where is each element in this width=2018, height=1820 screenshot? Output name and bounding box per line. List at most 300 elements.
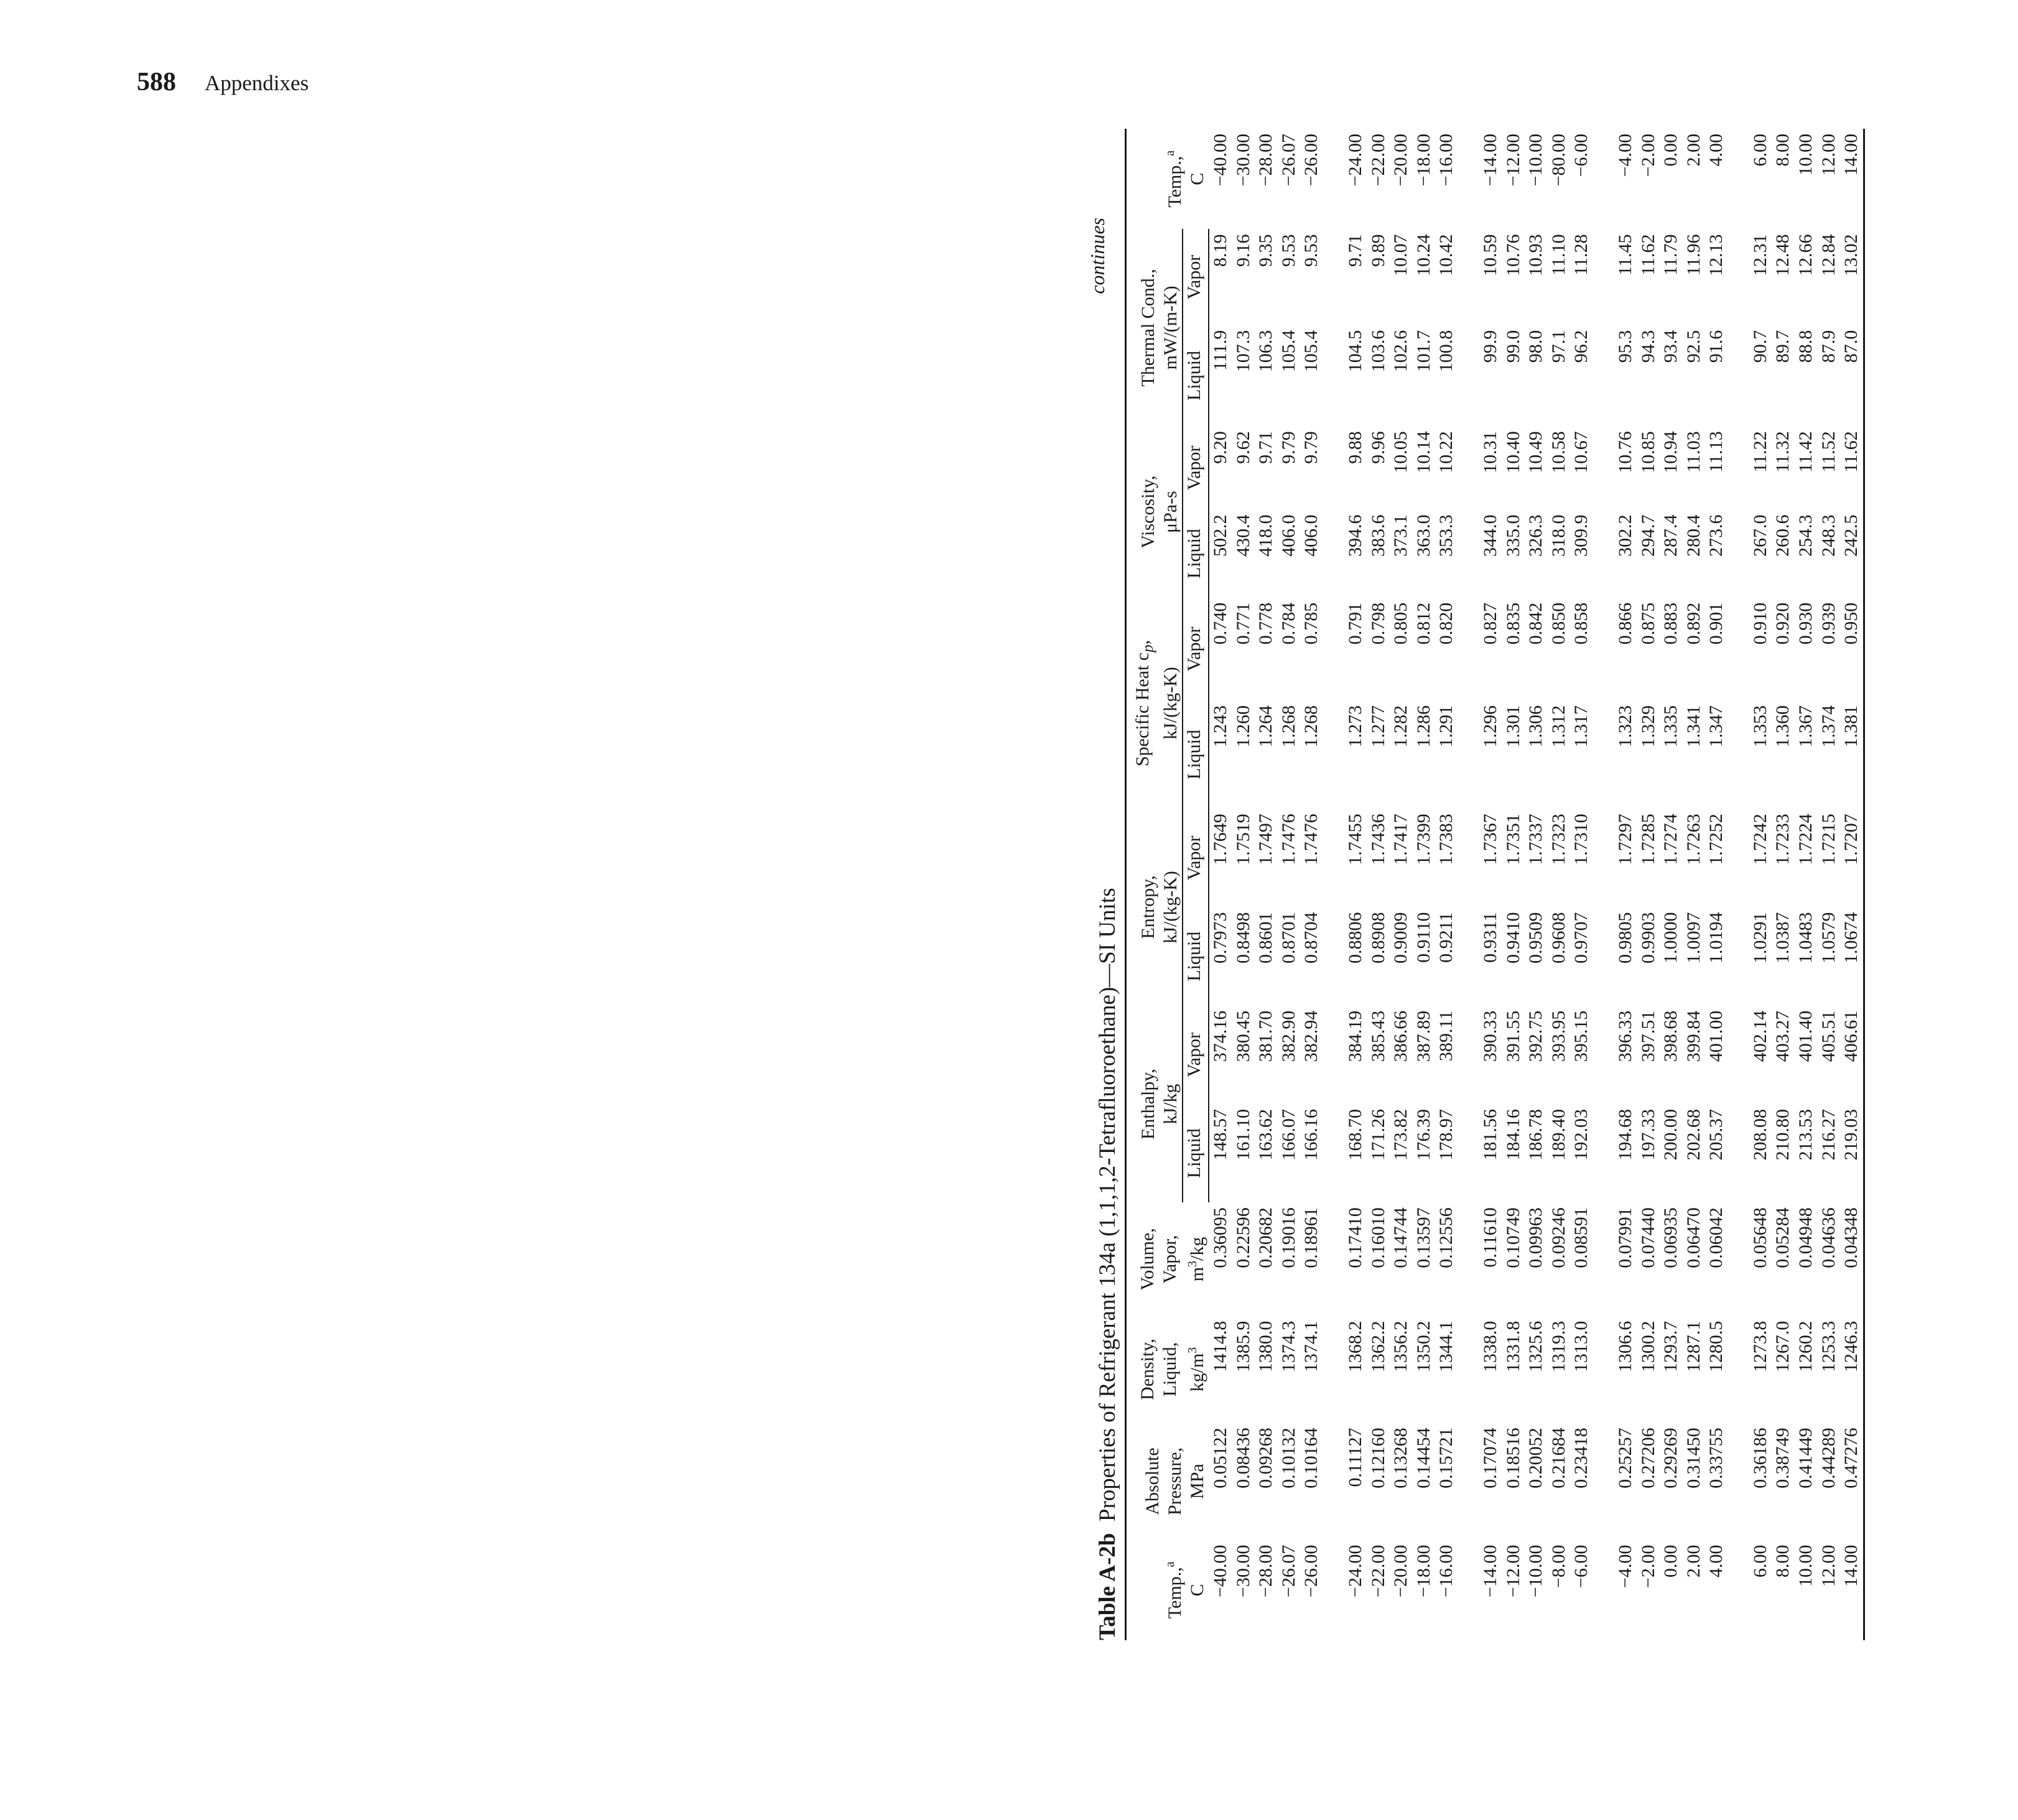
cell-pressure: 0.17074 — [1479, 1428, 1500, 1488]
table-body — [1209, 129, 1864, 1640]
cell-volume: 0.12556 — [1436, 1207, 1457, 1268]
cell-viscosity-vapor: 10.40 — [1502, 431, 1523, 473]
table-row — [1548, 129, 1571, 1640]
table-row — [1390, 129, 1413, 1640]
header-enthalpy-line1: Enthalpy, — [1138, 1069, 1158, 1140]
cell-enthalpy-vapor: 392.75 — [1525, 1010, 1546, 1062]
cell-cp-vapor: 0.892 — [1683, 602, 1704, 645]
cell-cp-vapor: 0.901 — [1706, 602, 1727, 645]
header-density-line1: Density, — [1137, 1339, 1158, 1400]
cell-entropy-vapor: 1.7310 — [1571, 814, 1592, 865]
cell-temp: −28.00 — [1255, 1544, 1276, 1598]
cell-pressure: 0.13268 — [1390, 1428, 1411, 1488]
cell-enthalpy-vapor: 402.14 — [1749, 1010, 1770, 1062]
header-density-exponent: 3 — [1186, 1347, 1199, 1353]
cell-enthalpy-vapor: 384.19 — [1344, 1010, 1365, 1062]
cell-cp-liquid: 1.323 — [1614, 705, 1635, 748]
cell-temp: −2.00 — [1637, 1544, 1658, 1589]
cell-viscosity-vapor: 10.22 — [1436, 431, 1457, 473]
cell-cp-vapor: 0.778 — [1255, 602, 1276, 645]
cell-viscosity-vapor: 10.14 — [1413, 431, 1434, 473]
cell-cp-liquid: 1.273 — [1344, 705, 1365, 748]
cell-enthalpy-liquid: 148.57 — [1210, 1109, 1230, 1161]
cell-temp: −40.00 — [1209, 1544, 1230, 1598]
header-cp-comma: , — [1132, 639, 1153, 645]
cell-density: 1313.0 — [1571, 1321, 1592, 1373]
cell-pressure: 0.05122 — [1209, 1428, 1230, 1488]
cell-volume: 0.09246 — [1548, 1207, 1569, 1268]
cell-volume: 0.05648 — [1749, 1207, 1770, 1268]
cell-enthalpy-liquid: 176.39 — [1413, 1109, 1434, 1161]
cell-viscosity-vapor: 9.71 — [1255, 431, 1276, 464]
cell-entropy-vapor: 1.7207 — [1840, 809, 1864, 907]
cell-temp: −16.00 — [1436, 1544, 1457, 1598]
cell-cp-liquid: 1.367 — [1795, 705, 1816, 748]
cell-volume: 0.17410 — [1344, 1207, 1365, 1268]
cell-viscosity-liquid: 363.0 — [1413, 514, 1434, 557]
cell-enthalpy-liquid: 168.70 — [1344, 1109, 1365, 1161]
cell-enthalpy-vapor: 374.16 — [1210, 1010, 1230, 1062]
header-entropy-vapor: Vapor — [1183, 809, 1209, 907]
cell-density: 1374.1 — [1301, 1321, 1322, 1373]
cell-viscosity-vapor: 9.79 — [1301, 431, 1322, 464]
cell-temp-right: −10.00 — [1525, 134, 1546, 187]
cell-entropy-vapor: 1.7323 — [1548, 814, 1569, 865]
cell-conductivity-liquid: 101.7 — [1413, 330, 1434, 373]
cell-entropy-vapor: 1.7383 — [1436, 814, 1457, 865]
cell-temp-right: −26.00 — [1301, 134, 1322, 187]
cell-temp: −24.00 — [1344, 1544, 1365, 1598]
cell-entropy-vapor: 1.7436 — [1367, 814, 1388, 865]
cell-cp-vapor: 0.939 — [1818, 602, 1839, 645]
cell-viscosity-liquid: 242.5 — [1840, 509, 1864, 597]
cell-entropy-liquid: 1.0291 — [1749, 912, 1770, 963]
cell-density: 1246.3 — [1840, 1316, 1864, 1423]
cell-cp-liquid: 1.360 — [1772, 705, 1793, 748]
cell-enthalpy-vapor: 401.40 — [1795, 1010, 1816, 1062]
cell-conductivity-vapor: 11.62 — [1637, 234, 1658, 276]
cell-enthalpy-vapor: 406.61 — [1840, 1006, 1864, 1104]
header-viscosity-unit: μPa-s — [1160, 491, 1181, 533]
cell-viscosity-vapor: 11.32 — [1772, 431, 1793, 473]
cell-volume: 0.05284 — [1772, 1207, 1793, 1268]
cell-enthalpy-vapor: 391.55 — [1502, 1010, 1523, 1062]
cell-temp-right: −2.00 — [1637, 134, 1658, 177]
header-pressure-line1: Absolute — [1142, 1447, 1163, 1515]
cell-conductivity-vapor: 9.53 — [1301, 234, 1322, 267]
table-row — [1840, 129, 1864, 1640]
cell-conductivity-liquid: 87.9 — [1818, 330, 1839, 363]
cell-viscosity-vapor: 11.03 — [1683, 431, 1704, 473]
header-entropy — [1126, 809, 1183, 1006]
cell-density: 1273.8 — [1749, 1321, 1770, 1373]
cell-temp: −30.00 — [1232, 1544, 1253, 1598]
cell-enthalpy-vapor: 380.45 — [1232, 1010, 1253, 1062]
cell-pressure: 0.23418 — [1571, 1428, 1592, 1488]
cell-pressure: 0.29269 — [1660, 1428, 1681, 1488]
page-number: 588 — [137, 68, 176, 96]
cell-entropy-vapor: 1.7455 — [1344, 814, 1365, 865]
cell-pressure: 0.12160 — [1367, 1428, 1388, 1488]
cell-enthalpy-vapor: 399.84 — [1683, 1010, 1704, 1062]
table-row — [1300, 129, 1323, 1640]
cell-viscosity-vapor: 9.79 — [1278, 431, 1299, 464]
cell-viscosity-liquid: 267.0 — [1749, 514, 1770, 557]
header-density — [1126, 1316, 1209, 1423]
cell-enthalpy-liquid: 181.56 — [1479, 1109, 1500, 1161]
cell-enthalpy-liquid: 163.62 — [1255, 1109, 1276, 1161]
cell-enthalpy-vapor: 382.90 — [1278, 1010, 1299, 1062]
header-entropy-unit: kJ/(kg-K) — [1160, 871, 1181, 944]
cell-enthalpy-vapor: 396.33 — [1614, 1010, 1635, 1062]
cell-volume: 0.09963 — [1525, 1207, 1546, 1268]
cell-temp: 0.00 — [1660, 1544, 1681, 1578]
cell-entropy-liquid: 0.9009 — [1390, 912, 1411, 963]
cell-entropy-vapor: 1.7417 — [1390, 814, 1411, 865]
cell-entropy-vapor: 1.7367 — [1479, 814, 1500, 865]
cell-cp-liquid: 1.381 — [1840, 700, 1864, 809]
cell-viscosity-liquid: 406.0 — [1301, 514, 1322, 557]
cell-temp-right: −26.07 — [1278, 134, 1299, 187]
cell-density: 1287.1 — [1683, 1321, 1704, 1373]
cell-temp: 2.00 — [1683, 1544, 1704, 1578]
cell-conductivity-liquid: 90.7 — [1749, 330, 1770, 363]
header-pressure-line2: Pressure, — [1165, 1447, 1185, 1516]
table-row — [1637, 129, 1660, 1640]
cell-cp-vapor: 0.827 — [1479, 602, 1500, 645]
cell-volume: 0.11610 — [1479, 1207, 1500, 1268]
cell-entropy-liquid: 0.9805 — [1614, 912, 1635, 963]
cell-density: 1374.3 — [1278, 1321, 1299, 1373]
cell-enthalpy-vapor: 385.43 — [1367, 1010, 1388, 1062]
cell-conductivity-vapor: 10.24 — [1413, 234, 1434, 276]
cell-temp: 12.00 — [1818, 1544, 1839, 1587]
cell-entropy-vapor: 1.7242 — [1749, 814, 1770, 865]
header-pressure — [1126, 1423, 1209, 1539]
header-volume-line2: Vapor, — [1160, 1235, 1180, 1284]
cell-cp-vapor: 0.920 — [1772, 602, 1793, 645]
table-row — [1728, 129, 1772, 1640]
cell-conductivity-vapor: 9.53 — [1278, 234, 1299, 267]
cell-temp-right: 4.00 — [1706, 134, 1727, 167]
cell-cp-liquid: 1.268 — [1301, 705, 1322, 748]
cell-enthalpy-liquid: 189.40 — [1548, 1109, 1569, 1161]
header-cp-line1: Specific Heat c — [1132, 652, 1153, 767]
cell-viscosity-vapor: 11.42 — [1795, 431, 1816, 473]
cell-enthalpy-liquid: 219.03 — [1840, 1104, 1864, 1202]
cell-enthalpy-vapor: 390.33 — [1479, 1010, 1500, 1062]
header-viscosity — [1126, 426, 1183, 598]
cell-volume: 0.08591 — [1571, 1207, 1592, 1268]
cell-cp-vapor: 0.798 — [1367, 602, 1388, 645]
cell-conductivity-liquid: 92.5 — [1683, 330, 1704, 363]
cell-cp-vapor: 0.805 — [1390, 602, 1411, 645]
cell-conductivity-liquid: 91.6 — [1706, 330, 1727, 363]
cell-viscosity-liquid: 254.3 — [1795, 514, 1816, 557]
cell-entropy-liquid: 0.8806 — [1344, 912, 1365, 963]
cell-cp-liquid: 1.317 — [1571, 705, 1592, 748]
cell-cp-vapor: 0.791 — [1344, 602, 1365, 645]
cell-conductivity-liquid: 105.4 — [1301, 330, 1322, 373]
cell-volume: 0.06470 — [1683, 1207, 1704, 1268]
cell-pressure: 0.31450 — [1683, 1428, 1704, 1488]
cell-entropy-vapor: 1.7497 — [1255, 814, 1276, 865]
cell-temp: −6.00 — [1571, 1544, 1592, 1589]
cell-cp-liquid: 1.277 — [1367, 705, 1388, 748]
cell-viscosity-liquid: 326.3 — [1525, 514, 1546, 557]
cell-temp-right: 12.00 — [1818, 134, 1839, 176]
header-volume-unit: m — [1187, 1266, 1207, 1282]
cell-cp-vapor: 0.835 — [1502, 602, 1523, 645]
cell-conductivity-vapor: 11.45 — [1614, 234, 1635, 276]
header-density-line2: Liquid, — [1160, 1342, 1180, 1397]
cell-entropy-vapor: 1.7252 — [1706, 814, 1727, 865]
cell-conductivity-vapor: 11.10 — [1548, 234, 1569, 276]
cell-temp-right: −24.00 — [1344, 134, 1365, 187]
r134a-properties-table — [1125, 129, 1865, 1640]
header-temp-right — [1126, 129, 1209, 229]
cell-enthalpy-vapor: 393.95 — [1548, 1010, 1569, 1062]
cell-enthalpy-vapor: 381.70 — [1255, 1010, 1276, 1062]
table-row — [1795, 129, 1818, 1640]
header-thermal-conductivity — [1126, 229, 1183, 426]
cell-enthalpy-liquid: 210.80 — [1772, 1109, 1793, 1161]
cell-conductivity-liquid: 96.2 — [1571, 330, 1592, 363]
cell-pressure: 0.38749 — [1772, 1428, 1793, 1488]
header-entropy-liquid: Liquid — [1183, 907, 1209, 1005]
cell-density: 1338.0 — [1479, 1321, 1500, 1373]
cell-entropy-liquid: 0.9707 — [1571, 912, 1592, 963]
cell-volume: 0.14744 — [1390, 1207, 1411, 1268]
cell-conductivity-vapor: 11.79 — [1660, 234, 1681, 276]
cell-pressure: 0.27206 — [1637, 1428, 1658, 1488]
cell-entropy-liquid: 1.0000 — [1660, 912, 1681, 963]
cell-conductivity-vapor: 9.71 — [1344, 234, 1365, 267]
cell-temp-right: −20.00 — [1390, 134, 1411, 187]
cell-viscosity-liquid: 344.0 — [1479, 514, 1500, 557]
header-conductivity-line1: Thermal Cond., — [1138, 269, 1158, 387]
cell-entropy-vapor: 1.7351 — [1502, 814, 1523, 865]
cell-conductivity-liquid: 104.5 — [1344, 330, 1365, 373]
cell-conductivity-vapor: 11.28 — [1571, 234, 1592, 276]
cell-enthalpy-vapor: 387.89 — [1413, 1010, 1434, 1062]
cell-viscosity-liquid: 502.2 — [1210, 514, 1230, 557]
cell-conductivity-vapor: 12.66 — [1795, 234, 1816, 276]
cell-entropy-vapor: 1.7337 — [1525, 814, 1546, 865]
cell-cp-liquid: 1.329 — [1637, 705, 1658, 748]
cell-density: 1280.5 — [1706, 1321, 1727, 1373]
table-row — [1570, 129, 1593, 1640]
table-row — [1818, 129, 1841, 1640]
cell-pressure: 0.09268 — [1255, 1428, 1276, 1488]
cell-enthalpy-liquid: 205.37 — [1706, 1109, 1727, 1161]
cell-viscosity-liquid: 353.3 — [1436, 514, 1457, 557]
cell-viscosity-liquid: 287.4 — [1660, 514, 1681, 557]
table-row — [1525, 129, 1548, 1640]
table-row — [1323, 129, 1367, 1640]
cell-enthalpy-vapor: 395.15 — [1571, 1010, 1592, 1062]
cell-cp-liquid: 1.243 — [1210, 705, 1230, 748]
cell-viscosity-vapor: 9.20 — [1210, 431, 1230, 464]
cell-temp: 10.00 — [1795, 1544, 1816, 1587]
cell-pressure: 0.33755 — [1706, 1428, 1727, 1488]
page-header — [137, 67, 309, 97]
cell-temp-right: −12.00 — [1502, 134, 1523, 187]
cell-viscosity-vapor: 10.85 — [1637, 431, 1658, 473]
cell-temp: −26.00 — [1301, 1544, 1322, 1598]
cell-enthalpy-liquid: 192.03 — [1571, 1109, 1592, 1161]
header-viscosity-vapor: Vapor — [1183, 426, 1209, 509]
cell-enthalpy-vapor: 403.27 — [1772, 1010, 1793, 1062]
continues-note: continues — [1086, 218, 1109, 294]
cell-conductivity-liquid: 94.3 — [1637, 330, 1658, 363]
table-row — [1705, 129, 1728, 1640]
cell-entropy-liquid: 0.9211 — [1436, 912, 1457, 963]
cell-conductivity-liquid: 97.1 — [1548, 330, 1569, 363]
cell-cp-vapor: 0.771 — [1232, 602, 1253, 645]
cell-cp-liquid: 1.296 — [1479, 705, 1500, 748]
cell-cp-vapor: 0.930 — [1795, 602, 1816, 645]
cell-enthalpy-liquid: 200.00 — [1660, 1109, 1681, 1161]
cell-enthalpy-liquid: 184.16 — [1502, 1109, 1523, 1161]
header-cp-vapor: Vapor — [1183, 598, 1209, 700]
cell-temp-right: 8.00 — [1772, 134, 1793, 167]
cell-viscosity-liquid: 260.6 — [1772, 514, 1793, 557]
table-row — [1683, 129, 1706, 1640]
header-temp-right-footnote: a — [1163, 150, 1177, 156]
header-temp-unit: C — [1187, 1584, 1207, 1597]
header-conductivity-vapor: Vapor — [1183, 229, 1209, 325]
cell-pressure: 0.21684 — [1548, 1428, 1569, 1488]
cell-cp-vapor: 0.842 — [1525, 602, 1546, 645]
table-row — [1367, 129, 1390, 1640]
cell-conductivity-vapor: 9.16 — [1232, 234, 1253, 267]
cell-temp: −12.00 — [1502, 1544, 1523, 1598]
cell-enthalpy-liquid: 197.33 — [1637, 1109, 1658, 1161]
cell-temp-right: −28.00 — [1255, 134, 1276, 187]
cell-cp-liquid: 1.353 — [1749, 705, 1770, 748]
cell-entropy-vapor: 1.7215 — [1818, 814, 1839, 865]
cell-entropy-vapor: 1.7649 — [1210, 814, 1230, 865]
cell-entropy-liquid: 0.9509 — [1525, 912, 1546, 963]
cell-conductivity-liquid: 103.6 — [1367, 330, 1388, 373]
cell-cp-vapor: 0.866 — [1614, 602, 1635, 645]
header-temp-label: Temp., — [1165, 1567, 1185, 1619]
cell-enthalpy-liquid: 194.68 — [1614, 1109, 1635, 1161]
cell-entropy-liquid: 1.0579 — [1818, 912, 1839, 963]
cell-volume: 0.04948 — [1795, 1207, 1816, 1268]
header-cp-subscript: p — [1140, 644, 1156, 652]
cell-viscosity-liquid: 383.6 — [1367, 514, 1388, 557]
cell-density: 1414.8 — [1209, 1321, 1230, 1373]
cell-conductivity-vapor: 9.89 — [1367, 234, 1388, 267]
header-cp-unit: kJ/(kg-K) — [1160, 667, 1181, 740]
cell-temp-right: −40.00 — [1209, 134, 1230, 187]
table-label: Table A-2b — [1095, 1533, 1120, 1640]
cell-cp-vapor: 0.875 — [1637, 602, 1658, 645]
cell-conductivity-liquid: 100.8 — [1436, 330, 1457, 373]
cell-volume: 0.07991 — [1614, 1207, 1635, 1268]
header-volume-unit-tail: /kg — [1187, 1237, 1207, 1261]
cell-cp-vapor: 0.784 — [1278, 602, 1299, 645]
cell-conductivity-liquid: 102.6 — [1390, 330, 1411, 373]
cell-pressure: 0.20052 — [1525, 1428, 1546, 1488]
cell-viscosity-vapor: 10.76 — [1614, 431, 1635, 473]
cell-enthalpy-liquid: 213.53 — [1795, 1109, 1816, 1161]
cell-conductivity-liquid: 89.7 — [1772, 330, 1793, 363]
cell-density: 1385.9 — [1232, 1321, 1253, 1373]
cell-pressure: 0.15721 — [1436, 1428, 1457, 1488]
cell-density: 1300.2 — [1637, 1321, 1658, 1373]
cell-temp: −10.00 — [1525, 1544, 1546, 1598]
cell-enthalpy-liquid: 202.68 — [1683, 1109, 1704, 1161]
cell-conductivity-liquid: 87.0 — [1840, 325, 1864, 427]
cell-density: 1319.3 — [1548, 1321, 1569, 1373]
cell-entropy-liquid: 1.0674 — [1840, 907, 1864, 1005]
table-row — [1435, 129, 1458, 1640]
cell-conductivity-liquid: 99.0 — [1502, 330, 1523, 363]
cell-viscosity-liquid: 309.9 — [1571, 514, 1592, 557]
table-title — [1091, 129, 1125, 1640]
cell-temp-right: −22.00 — [1367, 134, 1388, 187]
cell-entropy-vapor: 1.7476 — [1301, 814, 1322, 865]
cell-temp-right: −14.00 — [1479, 134, 1500, 187]
cell-conductivity-vapor: 10.07 — [1390, 234, 1411, 276]
table-row — [1458, 129, 1502, 1640]
cell-conductivity-liquid: 107.3 — [1232, 330, 1253, 373]
cell-volume: 0.19016 — [1278, 1207, 1299, 1268]
cell-enthalpy-vapor: 405.51 — [1818, 1010, 1839, 1062]
cell-conductivity-vapor: 12.13 — [1706, 234, 1727, 276]
cell-volume: 0.36095 — [1209, 1207, 1230, 1268]
cell-entropy-vapor: 1.7476 — [1278, 814, 1299, 865]
cell-temp: 14.00 — [1840, 1540, 1864, 1640]
cell-conductivity-vapor: 8.19 — [1210, 234, 1230, 267]
cell-viscosity-liquid: 430.4 — [1232, 514, 1253, 557]
cell-density: 1380.0 — [1255, 1321, 1276, 1373]
cell-enthalpy-liquid: 178.97 — [1436, 1109, 1457, 1161]
rotated-table-container — [1091, 129, 2018, 1640]
cell-enthalpy-liquid: 216.27 — [1818, 1109, 1839, 1161]
running-head: Appendixes — [205, 71, 309, 95]
cell-temp: 4.00 — [1706, 1544, 1727, 1578]
cell-temp-right: −6.00 — [1571, 134, 1592, 177]
header-cp-liquid: Liquid — [1183, 700, 1209, 809]
cell-cp-liquid: 1.374 — [1818, 705, 1839, 748]
cell-conductivity-liquid: 93.4 — [1660, 330, 1681, 363]
cell-enthalpy-liquid: 208.08 — [1749, 1109, 1770, 1161]
cell-enthalpy-vapor: 389.11 — [1436, 1010, 1457, 1062]
cell-cp-vapor: 0.883 — [1660, 602, 1681, 645]
cell-entropy-liquid: 0.9311 — [1479, 912, 1500, 963]
cell-viscosity-liquid: 394.6 — [1344, 514, 1365, 557]
cell-volume: 0.10749 — [1502, 1207, 1523, 1268]
header-enthalpy-liquid: Liquid — [1183, 1104, 1209, 1202]
header-temp-right-unit: C — [1187, 172, 1207, 185]
cell-temp-right: −80.00 — [1548, 134, 1569, 187]
table-row — [1278, 129, 1301, 1640]
cell-volume: 0.13597 — [1413, 1207, 1434, 1268]
cell-enthalpy-liquid: 166.07 — [1278, 1109, 1299, 1161]
header-enthalpy-vapor: Vapor — [1183, 1006, 1209, 1104]
header-volume-line1: Volume, — [1137, 1228, 1158, 1291]
cell-viscosity-liquid: 406.0 — [1278, 514, 1299, 557]
cell-pressure: 0.36186 — [1749, 1428, 1770, 1488]
cell-temp-right: 2.00 — [1683, 134, 1704, 167]
table-row — [1660, 129, 1683, 1640]
table-row — [1413, 129, 1436, 1640]
cell-pressure: 0.10132 — [1278, 1428, 1299, 1488]
